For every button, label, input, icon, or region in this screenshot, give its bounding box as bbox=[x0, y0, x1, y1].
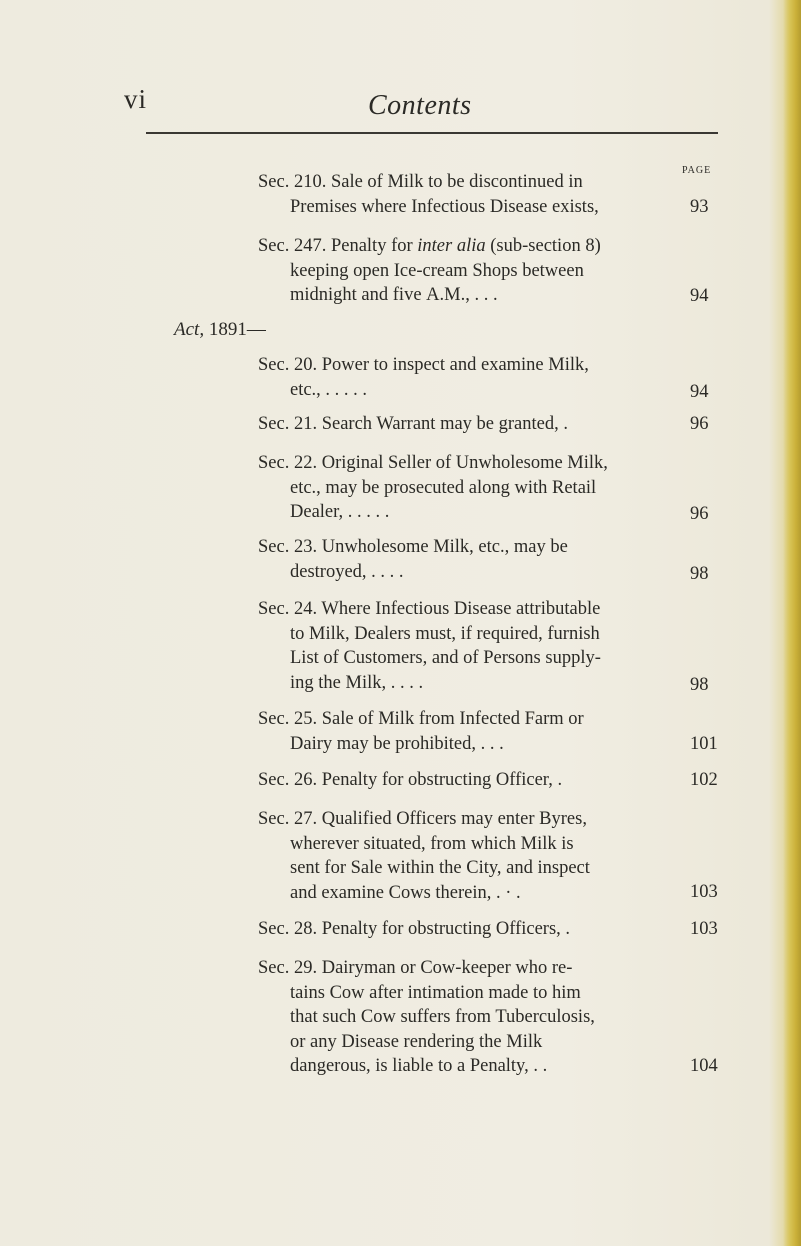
entry-line: Sec. 22. Original Seller of Unwholesome Milk, bbox=[258, 453, 608, 473]
toc-entry bbox=[258, 707, 698, 756]
entry-line: Sec. 28. Penalty for obstructing Officers, . bbox=[258, 919, 571, 939]
entry-italic-text: inter alia bbox=[417, 236, 486, 256]
toc-entry bbox=[258, 412, 698, 437]
entry-line: tains Cow after intimation made to him bbox=[290, 982, 581, 1003]
entry-line: Sec. 25. Sale of Milk from Infected Farm or bbox=[258, 709, 584, 729]
page-number: 104 bbox=[690, 1056, 718, 1076]
entry-text: (sub-section 8) bbox=[485, 236, 601, 256]
entry-line: Sec. 21. Search Warrant may be granted, . bbox=[258, 414, 568, 434]
page-number: 98 bbox=[690, 675, 709, 695]
entry-line: Sec. 210. Sale of Milk to be discontinued in bbox=[258, 172, 583, 192]
entry-line: Sec. 20. Power to inspect and examine Milk, bbox=[258, 355, 589, 375]
toc-entry bbox=[258, 917, 698, 942]
entry-line: destroyed, . . . . bbox=[290, 561, 404, 582]
entry-line: Sec. 24. Where Infectious Disease attributable bbox=[258, 599, 601, 619]
entry-line: Dealer, . . . . . bbox=[290, 502, 390, 522]
act-heading bbox=[174, 318, 266, 342]
entry-line: to Milk, Dealers must, if required, furnish bbox=[290, 623, 600, 644]
page-folio: vi bbox=[124, 84, 148, 114]
toc-entry bbox=[258, 956, 698, 1079]
toc-entry bbox=[258, 451, 698, 525]
toc-entry bbox=[258, 597, 698, 695]
entry-line: Dairy may be prohibited, . . . bbox=[290, 733, 504, 754]
act-label: Act, bbox=[174, 319, 205, 340]
page-number: 96 bbox=[690, 504, 709, 524]
entry-text: , . . . bbox=[465, 285, 498, 305]
toc-entry bbox=[258, 535, 698, 584]
entry-line: List of Customers, and of Persons supply- bbox=[290, 648, 601, 668]
entry-line: Sec. 23. Unwholesome Milk, etc., may be bbox=[258, 537, 568, 557]
entry-line bbox=[258, 234, 698, 259]
running-head-title: Contents bbox=[368, 90, 472, 121]
entry-line: etc., may be prosecuted along with Retail bbox=[290, 477, 597, 498]
toc-entry bbox=[258, 170, 698, 219]
entry-line: ing the Milk, . . . . bbox=[290, 672, 424, 693]
toc-entry bbox=[258, 353, 698, 402]
entry-line: wherever situated, from which Milk is bbox=[290, 833, 574, 854]
toc-entry bbox=[258, 234, 698, 308]
entry-text: Sec. 247. Penalty for bbox=[258, 236, 418, 256]
page-number: 94 bbox=[690, 286, 709, 306]
entry-small-caps-text: A.M. bbox=[426, 285, 466, 305]
act-year: 1891— bbox=[208, 319, 266, 340]
entry-line: and examine Cows therein, . · . bbox=[290, 882, 521, 903]
page-number: 103 bbox=[690, 882, 718, 902]
toc-entry bbox=[258, 768, 698, 793]
page-column-label: PAGE bbox=[682, 165, 712, 176]
entry-line: sent for Sale within the City, and inspect bbox=[290, 858, 590, 878]
entry-line: Sec. 26. Penalty for obstructing Officer, . bbox=[258, 770, 563, 790]
page-number: 103 bbox=[690, 919, 718, 939]
entry-line: or any Disease rendering the Milk bbox=[290, 1031, 543, 1052]
entry-line: dangerous, is liable to a Penalty, . . bbox=[290, 1056, 548, 1076]
entry-line: etc., . . . . . bbox=[290, 379, 368, 400]
toc-entry bbox=[258, 807, 698, 905]
entry-line bbox=[258, 283, 698, 308]
page-number: 101 bbox=[690, 734, 718, 754]
page-number: 102 bbox=[690, 770, 718, 790]
page-number: 93 bbox=[690, 197, 709, 217]
page-number: 94 bbox=[690, 382, 709, 402]
entry-line: keeping open Ice-cream Shops between bbox=[290, 260, 584, 281]
entry-line: Sec. 29. Dairyman or Cow-keeper who re- bbox=[258, 958, 573, 978]
entry-line: that such Cow suffers from Tuberculosis, bbox=[290, 1007, 595, 1027]
page-number: 98 bbox=[690, 564, 709, 584]
entry-text: midnight and five bbox=[290, 285, 427, 305]
header-rule bbox=[146, 132, 718, 134]
page-edge bbox=[783, 0, 801, 1246]
entry-line: Premises where Infectious Disease exists, bbox=[290, 196, 599, 217]
entry-line: Sec. 27. Qualified Officers may enter Byres, bbox=[258, 809, 587, 829]
page-number: 96 bbox=[690, 414, 709, 434]
